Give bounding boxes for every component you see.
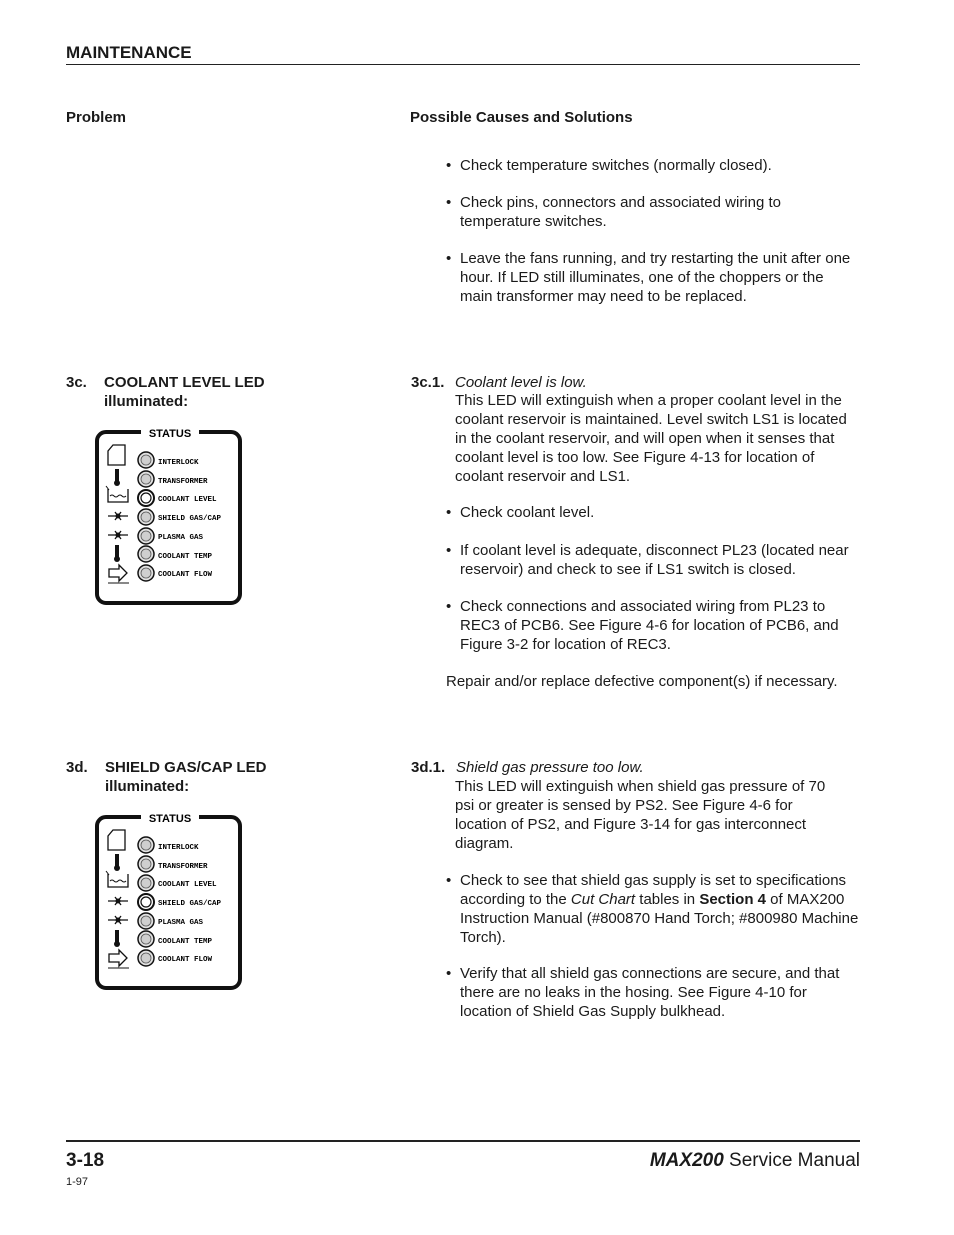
list-item: • If coolant level is adequate, disconnect PL23 (located near reservoir) and check to see if LS1 switch is closed. xyxy=(446,542,849,578)
thermometer-icon xyxy=(114,545,120,562)
list-item-text: Leave the fans running, and try restarting the unit after one hour. If LED still illuminates, one of the choppers or the main transformer may need to be replaced. xyxy=(460,250,851,305)
list-item-text: Check coolant level. xyxy=(460,504,595,521)
list-item: • Leave the fans running, and try restarting the unit after one hour. If LED still illuminates, one of the choppers or the main transformer may need to be replaced. xyxy=(446,250,851,305)
led-label: COOLANT FLOW xyxy=(158,571,213,579)
status-panel xyxy=(95,429,242,605)
status-panel-figure xyxy=(95,429,242,605)
list-item: • Check connections and associated wiring from PL23 to REC3 of PCB6. See Figure 4-6 for location of PCB6, and Figure 3-2 for location of REC3. xyxy=(446,598,839,653)
status-panel-figure xyxy=(95,814,242,990)
led-row xyxy=(106,871,217,891)
list-item-text: If coolant level is adequate, disconnect PL23 (located near reservoir) and check to see if LS1 switch is closed. xyxy=(460,542,849,578)
led-row xyxy=(108,565,213,583)
thermometer-icon xyxy=(114,854,120,871)
list-item-text: Check connections and associated wiring from PL23 to REC3 of PCB6. See Figure 4-6 for location of PCB6, and Figure 3-2 for location of REC3. xyxy=(460,598,839,653)
list-item-text: Check pins, connectors and associated wiring to temperature switches. xyxy=(460,194,782,230)
led-row xyxy=(108,894,222,910)
door-icon xyxy=(108,445,125,465)
thermometer-icon xyxy=(114,930,120,947)
led-label: SHIELD GAS/CAP xyxy=(158,515,222,523)
led-row xyxy=(108,913,204,929)
solutions-column-heading: Possible Causes and Solutions xyxy=(410,109,633,126)
led-row xyxy=(108,509,222,525)
list-item: • Verify that all shield gas connections are secure, and that there are no leaks in the hosing. See Figure 4-10 for location of Shield Gas Supply bulkhead. xyxy=(446,965,840,1020)
led-row xyxy=(114,469,208,487)
gas-valve-icon xyxy=(108,916,128,924)
problem-number: 3d. xyxy=(66,759,88,776)
led-row xyxy=(114,545,213,562)
led-label: TRANSFORMER xyxy=(158,863,208,871)
led-row xyxy=(108,950,213,968)
cause-number: 3c.1. xyxy=(411,374,445,391)
revision-date: 1-97 xyxy=(66,1176,89,1188)
gas-valve-icon xyxy=(108,531,128,539)
footer-rule xyxy=(66,1140,860,1142)
header-rule xyxy=(66,64,860,65)
led-label: TRANSFORMER xyxy=(158,478,208,486)
list-item: • Check temperature switches (normally closed). xyxy=(446,157,772,174)
cause-text: This LED will extinguish when a proper coolant level in the coolant reservoir is maintained. Level switch LS1 is located in the coolant reservoir, and will open when it senses that coolant level is too low. See Figure 4-13 for location of coolant reservoir and LS1. xyxy=(455,392,847,485)
status-title: STATUS xyxy=(148,814,192,825)
list-item-text: Check temperature switches (normally closed). xyxy=(460,157,772,174)
led-label: INTERLOCK xyxy=(158,459,199,467)
led-row xyxy=(108,830,199,853)
led-label: COOLANT FLOW xyxy=(158,956,213,964)
led-row xyxy=(114,854,208,872)
led-label: COOLANT TEMP xyxy=(158,553,213,561)
led-row xyxy=(108,528,204,544)
problem-title: COOLANT LEVEL LED illuminated: xyxy=(104,374,265,410)
cause-text: This LED will extinguish when shield gas pressure of 70 psi or greater is sensed by PS2. See Figure 4-6 for location of PS2, and Figure 3-14 for gas interconnect diagram. xyxy=(455,778,826,852)
led-label: COOLANT LEVEL xyxy=(158,881,217,889)
flow-arrow-icon xyxy=(108,565,129,583)
list-item-text: Check to see that shield gas supply is set to specifications according to the Cut Chart tables in Section 4 of MAX200 Instruction Manual (#800870 Hand Torch; #800980 Machine Torch). xyxy=(460,872,859,946)
closing-note: Repair and/or replace defective component(s) if necessary. xyxy=(446,673,838,690)
flow-arrow-icon xyxy=(108,950,129,968)
list-item: • Check coolant level. xyxy=(446,504,595,521)
led-label: SHIELD GAS/CAP xyxy=(158,900,222,908)
manual-name: Service Manual xyxy=(723,1150,860,1171)
thermometer-icon xyxy=(114,469,120,486)
led-label: COOLANT TEMP xyxy=(158,938,213,946)
led-row xyxy=(114,930,213,947)
list-item: • Check to see that shield gas supply is set to specifications according to the Cut Chart tables in Section 4 of MAX200 Instruction Manual (#800870 Hand Torch; #800980 Machine Torch). xyxy=(446,872,859,946)
list-item-text: Verify that all shield gas connections are secure, and that there are no leaks in the hosing. See Figure 4-10 for location of Shield Gas Supply bulkhead. xyxy=(460,965,840,1020)
gas-valve-icon xyxy=(108,897,128,905)
page-number: 3-18 xyxy=(66,1150,105,1171)
manual-title xyxy=(650,1150,860,1172)
led-label: COOLANT LEVEL xyxy=(158,496,217,504)
led-row xyxy=(106,486,217,506)
cause-title: Coolant level is low. xyxy=(455,374,587,391)
led-label: INTERLOCK xyxy=(158,844,199,852)
list-item: • Check pins, connectors and associated wiring to temperature switches. xyxy=(446,194,782,230)
cause-title: Shield gas pressure too low. xyxy=(456,759,644,776)
cause-number: 3d.1. xyxy=(411,759,446,776)
status-panel xyxy=(95,814,242,990)
door-icon xyxy=(108,830,125,850)
problem-number: 3c. xyxy=(66,374,87,391)
led-row xyxy=(108,445,199,468)
led-label: PLASMA GAS xyxy=(158,534,204,542)
model-name: MAX200 xyxy=(649,1150,724,1171)
problem-column-heading: Problem xyxy=(66,109,127,126)
section-title: MAINTENANCE xyxy=(66,43,192,62)
gas-valve-icon xyxy=(108,512,128,520)
led-label: PLASMA GAS xyxy=(158,919,204,927)
status-title: STATUS xyxy=(148,429,192,440)
problem-title: SHIELD GAS/CAP LED illuminated: xyxy=(105,759,267,795)
